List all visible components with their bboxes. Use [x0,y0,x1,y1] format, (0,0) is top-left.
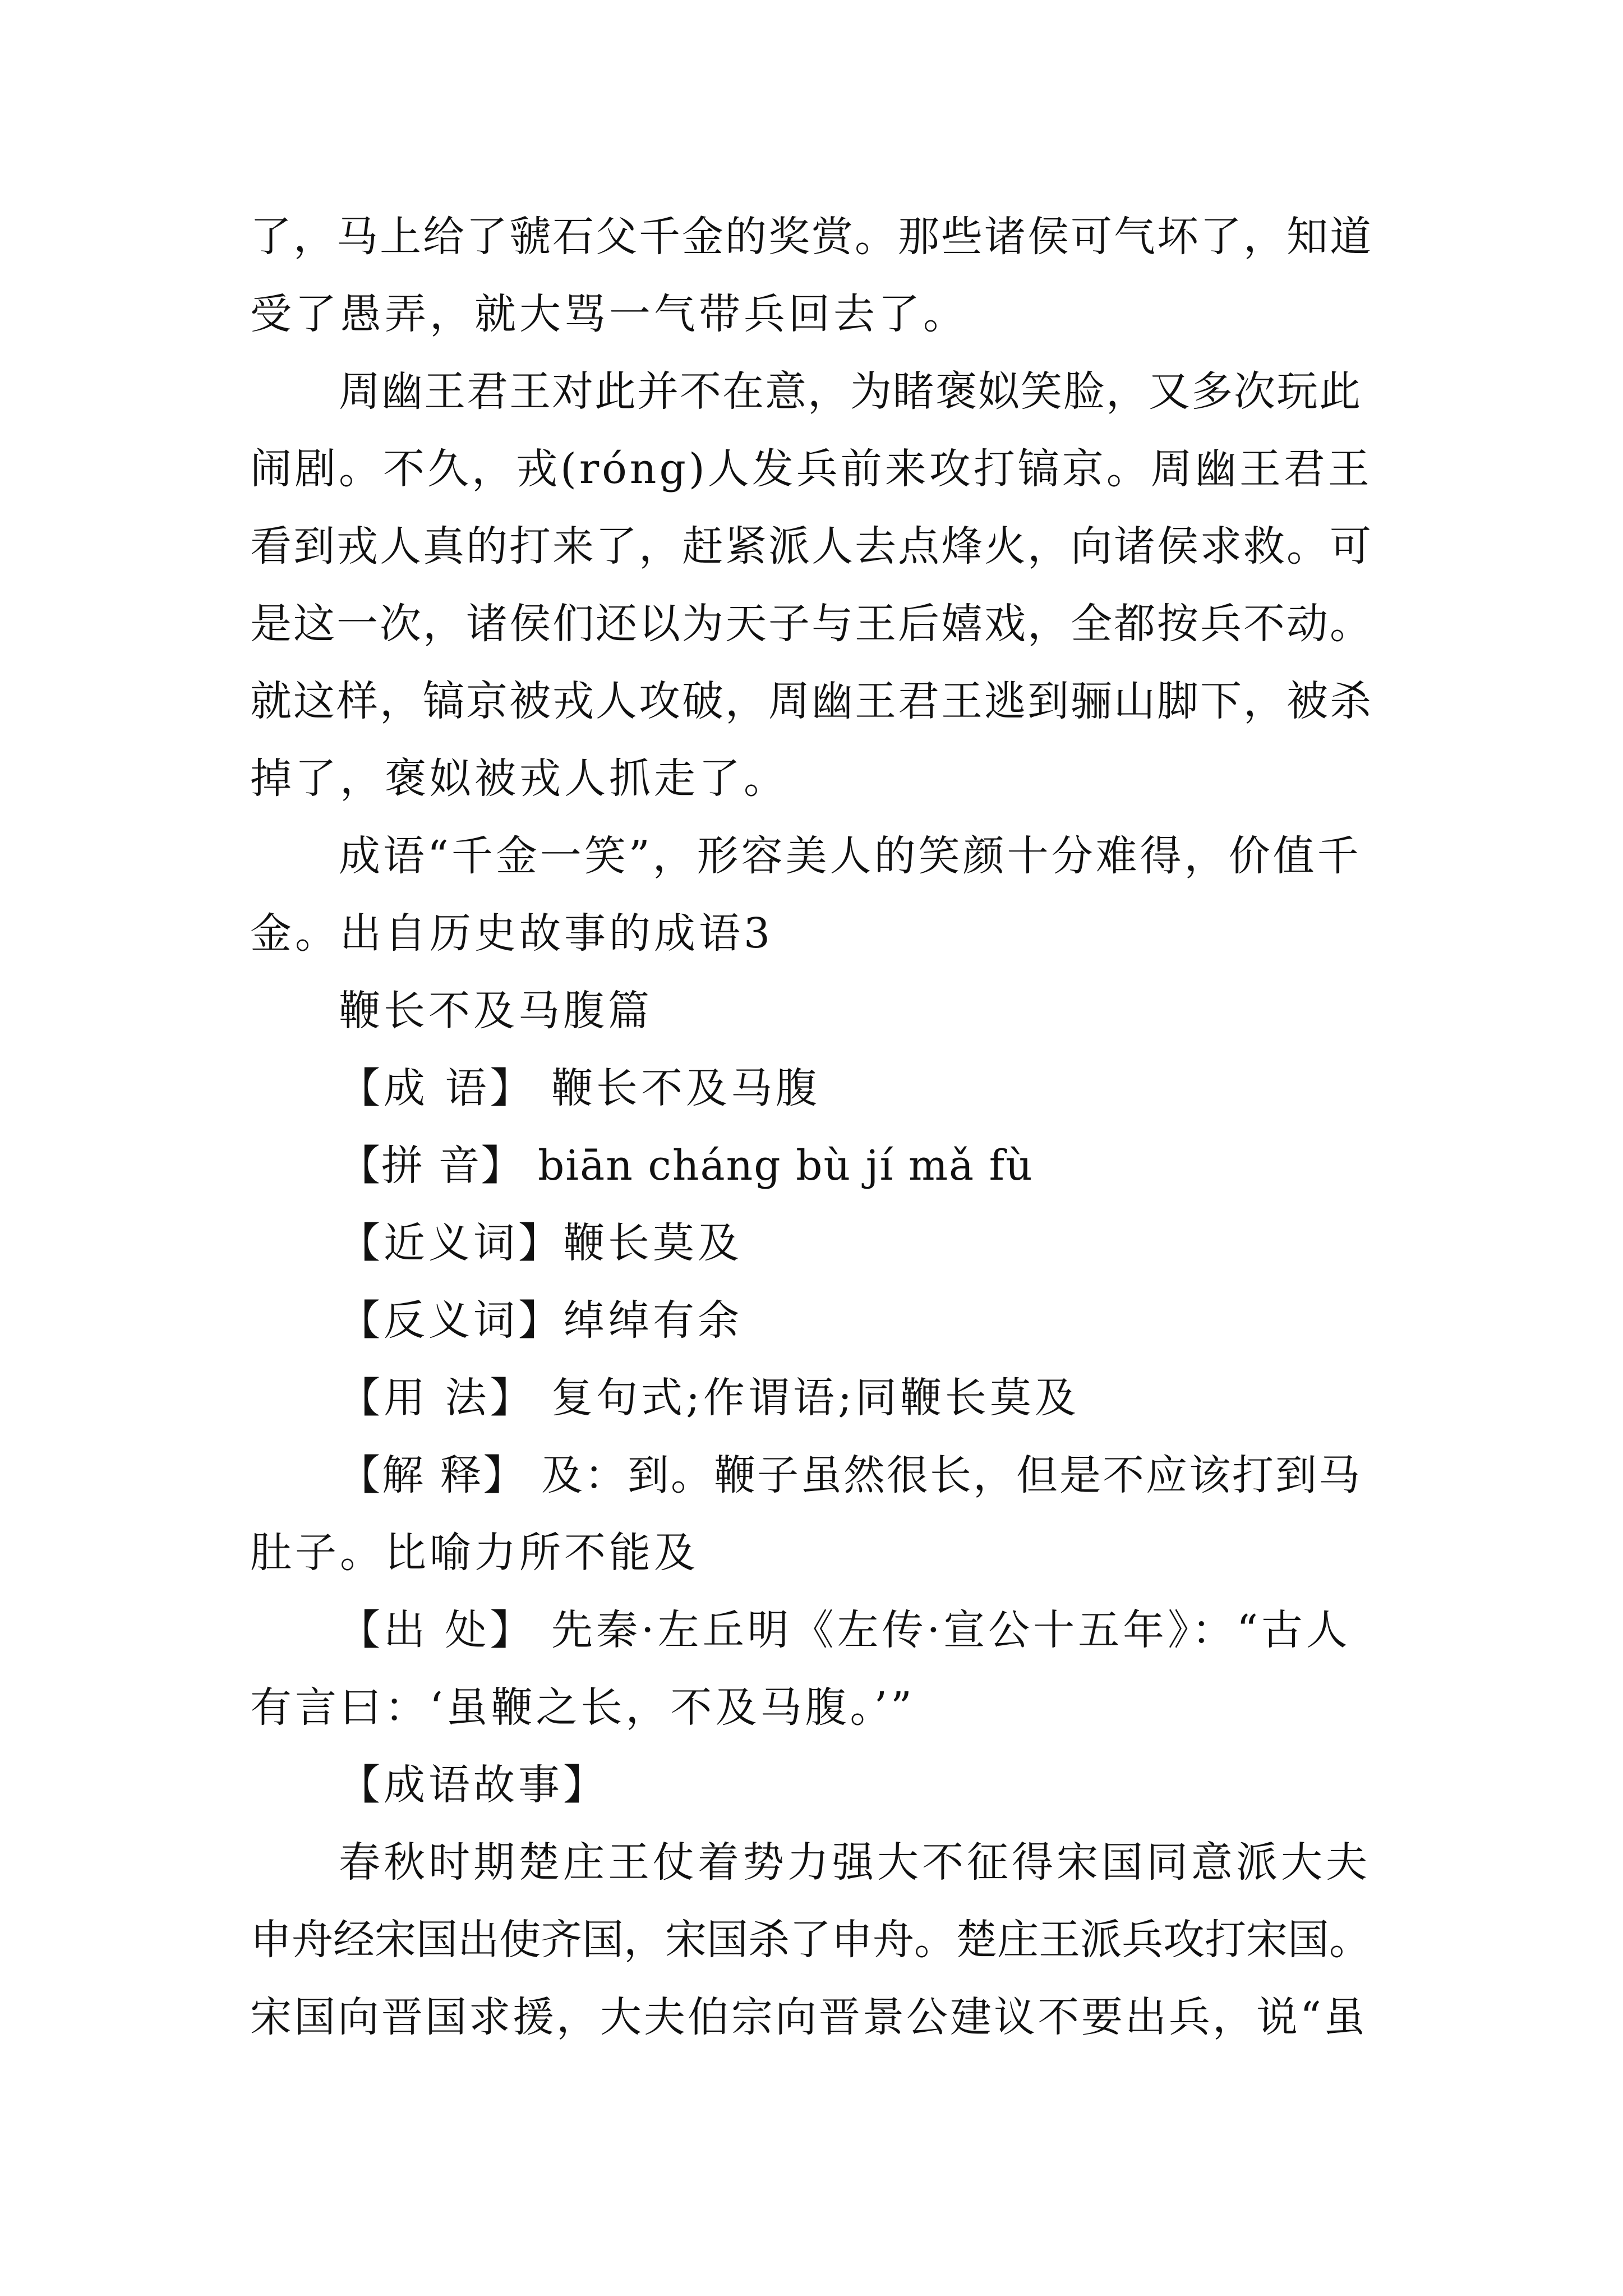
paragraph-line: 春秋时期楚庄王仗着势力强大不征得宋国同意派大夫 [339,1838,1371,1887]
paragraph-line: 就这样，镐京被戎人攻破，周幽王君王逃到骊山脚下，被杀 [250,677,1373,725]
paragraph-line: 有言曰：‘虽鞭之长，不及马腹。’” [250,1683,915,1732]
entry-pinyin: 【拼 音】 biān cháng bù jí mǎ fù [339,1142,1034,1190]
paragraph-line: 申舟经宋国出使齐国，宋国杀了申舟。楚庄王派兵攻打宋国。 [250,1916,1371,1964]
entry-synonym: 【近义词】鞭长莫及 [339,1219,743,1267]
paragraph-line: 是这一次，诸侯们还以为天子与王后嬉戏，全都按兵不动。 [250,600,1373,648]
entry-idiom: 【成 语】 鞭长不及马腹 [339,1064,821,1112]
paragraph-line: 受了愚弄，就大骂一气带兵回去了。 [250,290,968,338]
paragraph-line: 闹剧。不久，戎(róng)人发兵前来攻打镐京。周幽王君王 [250,445,1372,493]
entry-explanation: 【解 释】 及：到。鞭子虽然很长，但是不应该打到马 [339,1451,1362,1499]
paragraph-line: 了，马上给了虢石父千金的奖赏。那些诸侯可气坏了，知道 [250,213,1373,261]
entry-antonym: 【反义词】绰绰有余 [339,1296,743,1345]
paragraph-line: 周幽王君王对此并不在意，为睹褒姒笑脸，又多次玩此 [339,367,1362,416]
paragraph-line: 宋国向晋国求援，大夫伯宗向晋景公建议不要出兵，说“虽 [250,1993,1367,2041]
paragraph-line: 成语“千金一笑”，形容美人的笑颜十分难得，价值千 [339,832,1362,880]
paragraph-line: 金。出自历史故事的成语3 [250,909,774,958]
section-title: 鞭长不及马腹篇 [339,987,653,1035]
entry-source: 【出 处】 先秦·左丘明《左传·宣公十五年》：“古人 [339,1606,1351,1654]
paragraph-line: 看到戎人真的打来了，赶紧派人去点烽火，向诸侯求救。可 [250,522,1373,570]
paragraph-line: 肚子。比喻力所不能及 [250,1529,699,1577]
entry-usage: 【用 法】 复句式;作谓语;同鞭长莫及 [339,1374,1080,1422]
paragraph-line: 掉了，褒姒被戎人抓走了。 [250,754,789,803]
entry-story-heading: 【成语故事】 [339,1761,608,1809]
